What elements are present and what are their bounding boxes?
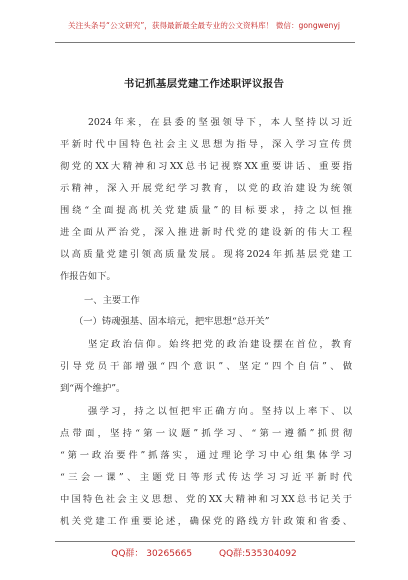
header-divider (55, 42, 355, 43)
paragraph-line: 点带面，坚持“第一议题”抓学习、“第一遵循”抓贯彻 (60, 428, 352, 439)
header-note: 关注头条号“公文研究”，获得最新最全最专业的公文资料库！ 微信：gongwenyj (68, 21, 340, 30)
paragraph-line: 机关党建工作重要论述，确保党的路线方针政策和省委、 (60, 516, 352, 527)
paragraph-line: 进全面从严治党，深入推进新时代党的建设新的伟大工程 (60, 227, 352, 238)
paragraph-line: 彻党的XX大精神和习XX总书记视察XX重要讲话、重要指 (60, 161, 352, 172)
footer-qq-group-1: QQ群： 30265665 (111, 549, 193, 559)
paragraph-line: 到“两个维护”。 (60, 383, 126, 394)
paragraph-line: 坚定政治信仰。始终把党的政治建设摆在首位，教育 (88, 339, 352, 350)
paragraph-line: 引导党员干部增强“四个意识”、坚定“四个自信”、做 (60, 361, 352, 372)
document-title: 书记抓基层党建工作述职评议报告 (123, 78, 285, 90)
section-heading: 一、主要工作 (84, 295, 140, 306)
paragraph-line: 以高质量党建引领高质量发展。现将2024年抓基层党建工 (60, 249, 352, 260)
paragraph-line: 中国特色社会主义思想、党的XX大精神和习XX总书记关于 (60, 494, 352, 505)
footer-divider (55, 541, 355, 542)
paragraph-line: 示精神，深入开展党纪学习教育，以党的政治建设为统领 (60, 183, 352, 194)
footer (0, 546, 408, 559)
paragraph-line: 强学习，持之以恒把牢正确方向。坚持以上率下、以 (88, 406, 352, 417)
paragraph-line: “三会一课”、主题党日等形式传达学习习近平新时代 (60, 472, 352, 483)
paragraph-line: 平新时代中国特色社会主义思想为指导，深入学习宣传贯 (60, 139, 352, 150)
paragraph-line: “第一政治要件”抓落实，通过理论学习中心组集体学习 (60, 450, 352, 461)
footer-qq-group-2: QQ群:535304092 (218, 549, 297, 559)
paragraph-line: 作报告如下。 (60, 271, 116, 282)
paragraph-line: 围绕“全面提高机关党建质量”的目标要求，持之以恒推 (60, 205, 352, 216)
paragraph-line: 2024年来，在县委的坚强领导下，本人坚持以习近 (88, 117, 352, 128)
subsection-heading: （一）铸魂强基、固本培元，把牢思想“总开关” (74, 316, 270, 327)
